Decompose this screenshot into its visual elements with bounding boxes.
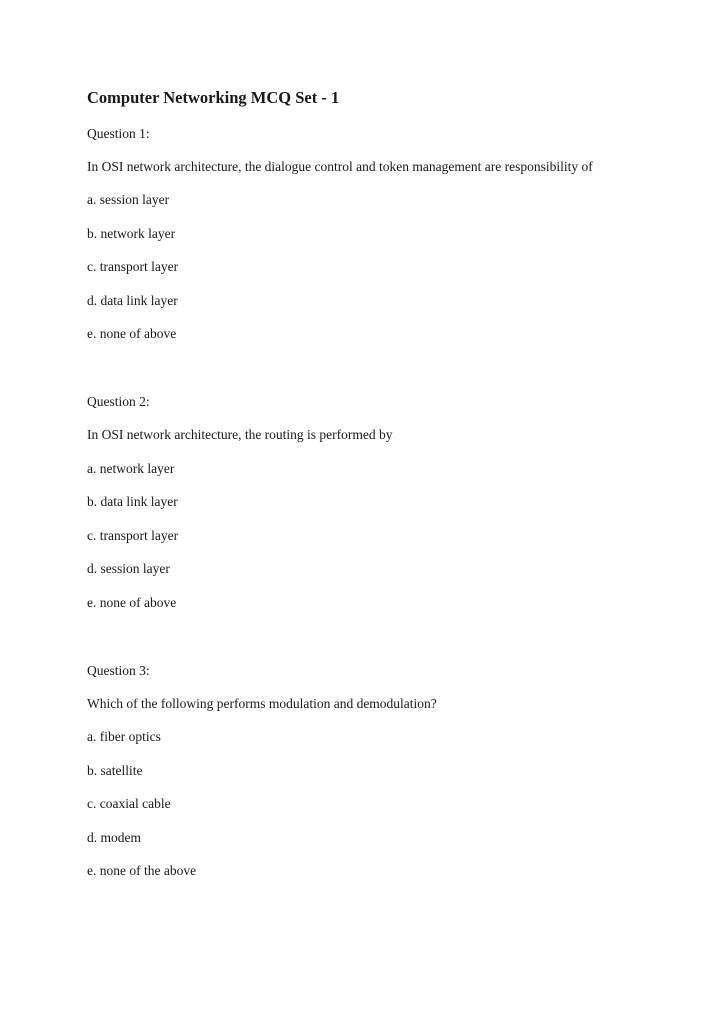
document-title: Computer Networking MCQ Set - 1 [87,88,340,107]
question-2-option-b: b. data link layer [87,494,178,509]
question-3-text: Which of the following performs modulation and demodulation? [87,696,437,711]
question-3-option-b: b. satellite [87,763,143,778]
question-1-label: Question 1: [87,126,150,141]
question-2-option-c: c. transport layer [87,528,179,543]
question-1-option-c: c. transport layer [87,259,179,274]
question-1-option-e: e. none of above [87,326,177,341]
question-2-label: Question 2: [87,394,150,409]
question-1-option-d: d. data link layer [87,293,178,308]
question-2-option-e: e. none of above [87,595,177,610]
question-2-option-d: d. session layer [87,561,170,576]
question-3-option-a: a. fiber optics [87,729,161,744]
question-3-option-d: d. modem [87,830,141,845]
question-3-option-c: c. coaxial cable [87,796,171,811]
question-2-option-a: a. network layer [87,461,175,476]
question-1-option-a: a. session layer [87,192,170,207]
question-3-option-e: e. none of the above [87,863,197,878]
question-3-label: Question 3: [87,663,150,678]
question-1-text: In OSI network architecture, the dialogue control and token management are responsibility of [87,159,593,174]
question-2-text: In OSI network architecture, the routing is performed by [87,427,393,442]
question-1-option-b: b. network layer [87,226,176,241]
